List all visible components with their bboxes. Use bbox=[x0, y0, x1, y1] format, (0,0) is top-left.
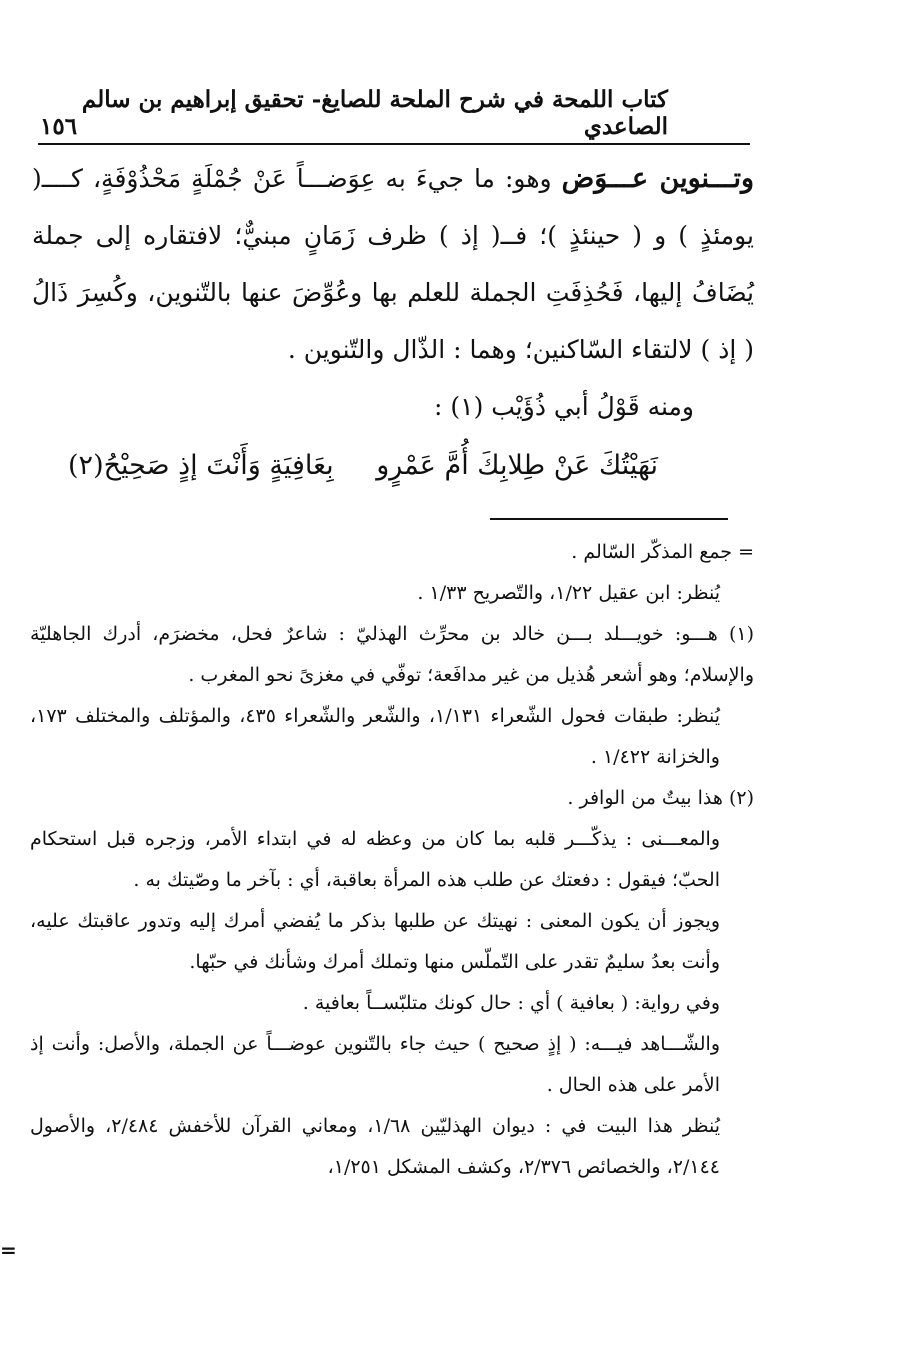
paragraph-body: وهو: ما جيءَ به عِوَضـــاً عَنْ جُمْلَةٍ مَحْذُوْفَةٍ، كــــ( يومئذٍ ) و ( حينئذٍ )؛ فــ( إذ ) ظرف زَمَانٍ مبنيٌّ؛ لافتقاره إلى جملة يُضَافُ إليها، فَحُذِفَتِ الجملة للعلم بها وعُوِّضَ عنها بالتّنوين، وكُسِرَ ذَالُ ( إذ ) لالتقاء السّاكنين؛ وهما : الذّال والتّنوين . bbox=[32, 164, 754, 364]
header-title: كتاب اللمحة في شرح الملحة للصايغ- تحقيق إبراهيم بن سالم الصاعدي bbox=[81, 86, 668, 140]
footnote-separator bbox=[490, 518, 728, 520]
running-header bbox=[40, 86, 668, 140]
verse-first-hemistich: نَهَيْتُكَ عَنْ طِلابِكَ أُمَّ عَمْرٍو bbox=[376, 450, 658, 481]
page-number: ١٥٦ bbox=[40, 113, 78, 140]
footnote-2-meaning: والمعـــنى : يذكّـــر قلبه بما كان من وعظه له في ابتداء الأمر، وزجره قبل استحكام الحبّ؛ فيقول : دفعتك عن طلب هذه المرأة بعاقبة، أي : بآخر ما وصّيتك به . bbox=[30, 828, 720, 891]
footnote-2-alternative: ويجوز أن يكون المعنى : نهيتك عن طلبها بذكر ما يُفضي أمرك إليه وتدور عاقبتك عليه، وأنت بعدُ سليمٌ تقدر على التّملّس منها وتملك أمرك وشأنك في حبّها. bbox=[30, 910, 720, 973]
verse-second-hemistich: بِعَافِيَةٍ وَأَنْتَ إذٍ صَحِيْحُ(٢) bbox=[68, 450, 334, 481]
footnote-continuation-ref: يُنظر: ابن عقيل ١/٢٢، والتّصريح ١/٣٣ . bbox=[417, 582, 720, 604]
continuation-mark: = bbox=[738, 541, 754, 563]
continuation-text: جمع المذكّر السّالم . bbox=[571, 541, 733, 563]
footnote-1-ref: يُنظر: طبقات فحول الشّعراء ١/١٣١، والشّعر والشّعراء ٤٣٥، والمؤتلف والمختلف ١٧٣، والخزانة ١/٤٢٢ . bbox=[30, 705, 720, 768]
footnotes bbox=[30, 532, 754, 1188]
main-text bbox=[32, 150, 754, 497]
footnote-2-ref: يُنظر هذا البيت في : ديوان الهذليّين ١/٦٨، ومعاني القرآن للأخفش ٢/٤٨٤، والأصول ٢/١٤٤، والخصائص ٢/٣٧٦، وكشف المشكل ١/٢٥١، bbox=[30, 1115, 720, 1178]
term-heading: وتـــنوين عـــوَض bbox=[561, 163, 754, 194]
header-rule bbox=[38, 143, 750, 145]
footnote-2-riwaya: وفي رواية: ( بعافية ) أي : حال كونك متلبّســاً بعافية . bbox=[302, 992, 720, 1014]
footnote-2: (٢) هذا بيتٌ من الوافر . bbox=[567, 787, 754, 809]
footnote-2-shahid: والشّـــاهد فيـــه: ( إذٍ صحيح ) حيث جاء بالتّنوين عوضـــاً عن الجملة، والأصل: وأنت إذ الأمر على هذه الحال . bbox=[30, 1033, 720, 1096]
continued-mark: = bbox=[0, 1238, 17, 1262]
paragraph-tanween-iwad bbox=[32, 150, 754, 378]
poetry-verse bbox=[32, 435, 754, 497]
footnote-1: (١) هـــو: خويـــلد بـــن خالد بن محرِّث الهذليّ : شاعرٌ فحل، مخضرَم، أدرك الجاهليّة والإسلام؛ وهو أشعر هُذيل من غير مدافَعة؛ توفّي في مغزىً نحو المغرب . bbox=[30, 623, 754, 686]
verse-intro: ومنه قَوْلُ أبي ذُؤَيْب (١) : bbox=[434, 392, 694, 421]
footnote-continuation bbox=[30, 532, 754, 573]
